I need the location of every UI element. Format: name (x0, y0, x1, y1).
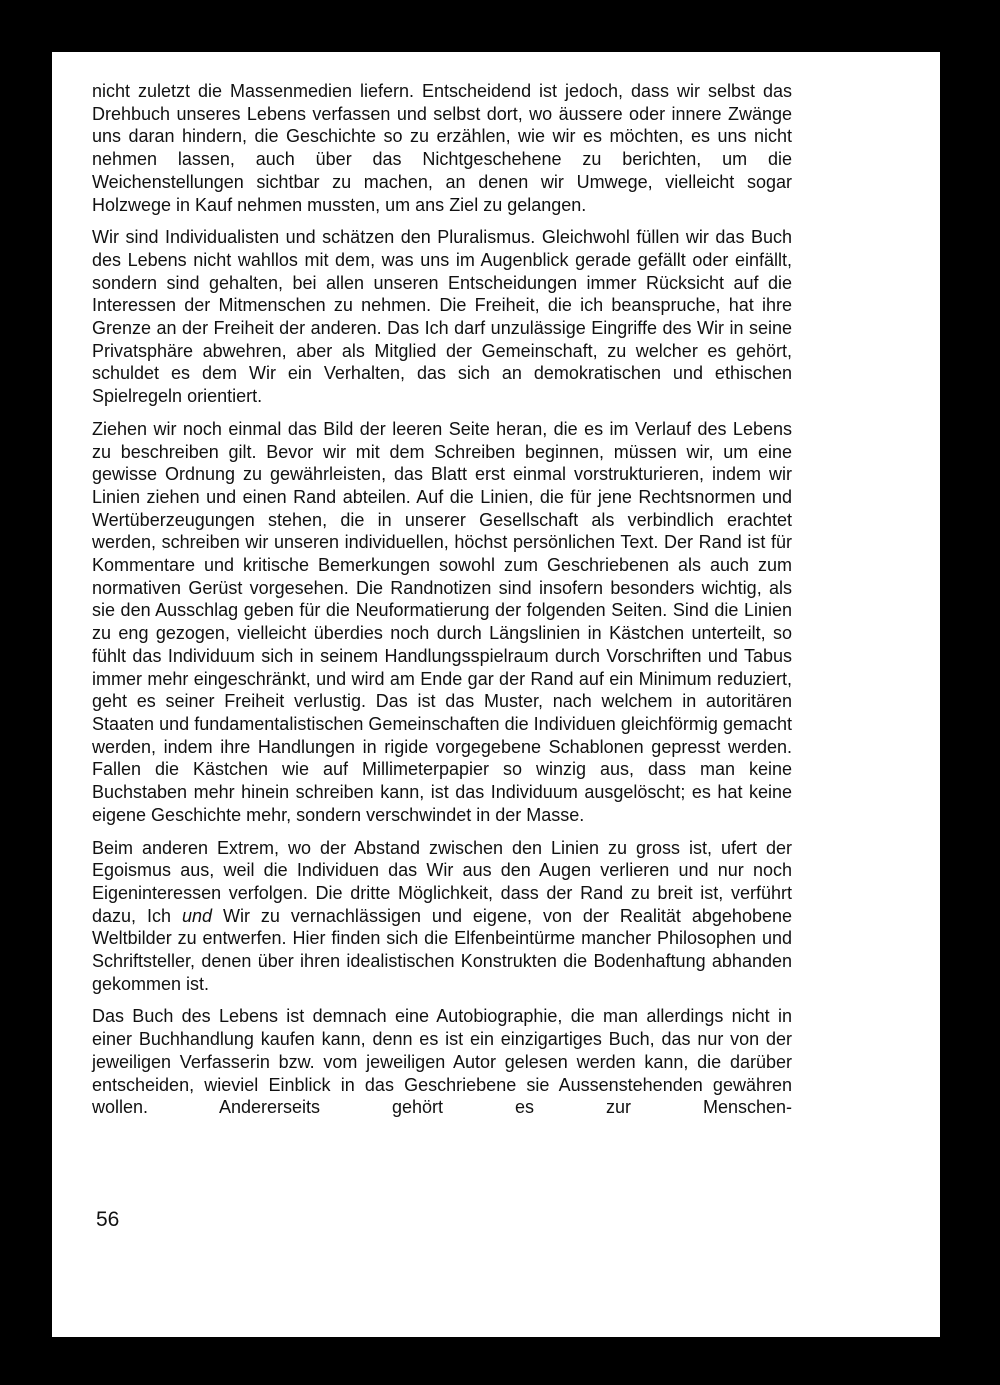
paragraph-5: Das Buch des Lebens ist demnach eine Autobiographie, die man allerdings nicht in einer Buchhandlung kaufen kann, denn es ist ein einzigartiges Buch, das nur von der jeweiligen Verfasserin bzw. vom jeweiligen Autor gelesen werden kann, die darüber entscheiden, wieviel Einblick in das Geschriebene sie Aussenstehenden gewähren wollen. Andererseits gehört es zur Menschen- (92, 1006, 792, 1118)
paragraph-4-part-1: Beim anderen Extrem, wo der Abstand zwischen den Linien zu gross ist, ufert der Egoismus aus, weil die Individuen das Wir aus den Augen verlieren und nur noch Eigeninteressen verfolgen. Die dritte Möglichkeit, dass der Rand zu breit ist, verführt dazu, Ich (92, 837, 792, 926)
paragraph-1: nicht zuletzt die Massenmedien liefern. Entscheidend ist jedoch, dass wir selbst das Drehbuch unseres Lebens verfassen und selbst dort, wo äussere oder innere Zwänge uns daran hindern, die Geschichte so zu erzählen, wie wir es möchten, es uns nicht nehmen lassen, auch über das Nichtgeschehene zu berichten, um die Weichenstellungen sichtbar zu machen, an denen wir Umwege, vielleicht sogar Holzwege in Kauf nehmen mussten, um ans Ziel zu gelangen. (92, 81, 792, 215)
paragraph-4-emphasis: und (181, 905, 213, 926)
torn-page-edge (940, 52, 954, 1337)
page-number: 56 (96, 1208, 120, 1231)
paragraph-2: Wir sind Individualisten und schätzen den Pluralismus. Gleichwohl füllen wir das Buch des Lebens nicht wahllos mit dem, was uns im Augenblick gerade gefällt oder einfällt, sondern sind gehalten, bei allen unseren Entscheidungen immer Rücksicht auf die Interessen der Mitmenschen zu nehmen. Die Freiheit, die ich beanspruche, hat ihre Grenze an der Freiheit der anderen. Das Ich darf unzulässige Eingriffe des Wir in seine Privatsphäre abwehren, aber als Mitglied der Gemeinschaft, zu welcher es gehört, schuldet es dem Wir ein Verhalten, das sich an demokratischen und ethischen Spielregeln orientiert. (92, 227, 792, 407)
paragraph-4 (92, 837, 792, 996)
paragraph-4-part-2: Wir zu vernachlässigen und eigene, von der Realität abgehobene Weltbilder zu entwerfen. Hier finden sich die Elfenbeintürme mancher Philosophen und Schriftsteller, denen über ihren idealistischen Konstrukten die Bodenhaftung abhanden gekommen ist. (92, 905, 792, 994)
body-text (92, 80, 792, 1129)
paragraph-3: Ziehen wir noch einmal das Bild der leeren Seite heran, die es im Verlauf des Lebens zu beschreiben gilt. Bevor wir mit dem Schreiben beginnen, müssen wir, um eine gewisse Ordnung zu gewährleisten, das Blatt erst einmal vorstrukturieren, indem wir Linien ziehen und einen Rand abteilen. Auf die Linien, die für jene Rechtsnormen und Wertüberzeugungen stehen, die in unserer Gesellschaft als verbindlich erachtet werden, schreiben wir unseren individuellen, höchst persönlichen Text. Der Rand ist für Kommentare und kritische Bemerkungen sowohl zum Geschriebenen als auch zum normativen Gerüst vorgesehen. Die Randnotizen sind insofern besonders wichtig, als sie den Ausschlag geben für die Neuformatierung der folgenden Seiten. Sind die Linien zu eng gezogen, vielleicht überdies noch durch Längslinien in Kästchen unterteilt, so fühlt das Individuum sich in seinem Handlungsspielraum durch Vorschriften und Tabus immer mehr eingeschränkt, und wird am Ende gar der Rand auf ein Minimum reduziert, geht es seiner Freiheit verlustig. Das ist das Muster, nach welchem in autoritären Staaten und fundamentalistischen Gemeinschaften die Individuen gleichförmig gemacht werden, indem ihre Handlungen in rigide vorgegebene Schablonen gepresst werden. Fallen die Kästchen wie auf Millimeterpapier so winzig aus, dass man keine Buchstaben mehr hinein schreiben kann, ist das Individuum ausgelöscht; es hat keine eigene Geschichte mehr, sondern verschwindet in der Masse. (92, 418, 792, 825)
